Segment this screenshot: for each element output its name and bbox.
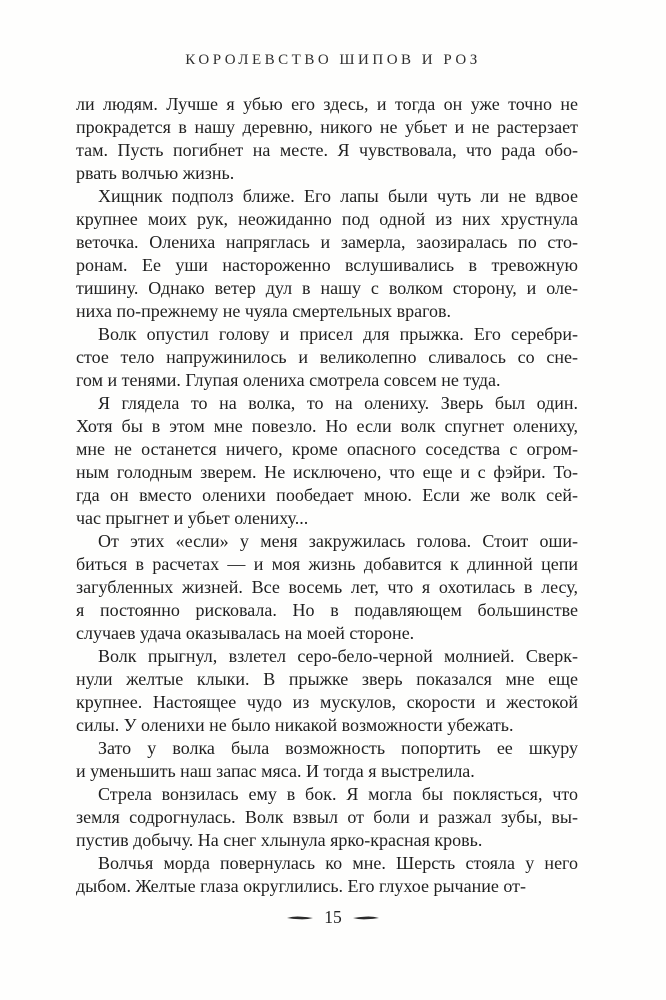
text-line: ным голодным зверем. Не исключено, что еще и с фэйри. То- <box>76 462 578 482</box>
text-line: силы. У оленихи не было никакой возможности убежать. <box>76 715 514 735</box>
paragraph <box>76 783 578 852</box>
text-line: земля содрогнулась. Волк взвыл от боли и разжал зубы, вы- <box>76 807 578 827</box>
text-block <box>76 93 578 898</box>
text-line: стое тело напружинилось и великолепно сливалось со сне- <box>76 347 578 367</box>
text-line: рвать волчью жизнь. <box>76 163 235 183</box>
text-line: веточка. Олениха напряглась и замерла, заозиралась по сто- <box>76 232 578 252</box>
text-line: Хищник подполз ближе. Его лапы были чуть ли не вдвое <box>98 186 578 206</box>
paragraph <box>76 530 578 645</box>
text-line: Волк прыгнул, взлетел серо-бело-черной молнией. Сверк- <box>98 646 578 666</box>
running-header: КОРОЛЕВСТВО ШИПОВ И РОЗ <box>185 52 481 68</box>
text-line: загубленных жизней. Все восемь лет, что я охотилась в лесу, <box>76 577 578 597</box>
text-line: Я глядела то на волка, то на олениху. Зверь был один. <box>98 393 578 413</box>
text-line: ронам. Ее уши настороженно вслушивались в тревожную <box>76 255 578 275</box>
paragraph <box>76 852 578 898</box>
text-line: Хотя бы в этом мне повезло. Но если волк спугнет олениху, <box>76 416 578 436</box>
paragraph <box>76 185 578 323</box>
paragraph <box>76 737 578 783</box>
text-line: дыбом. Желтые глаза округлились. Его глухое рычание от- <box>76 876 526 896</box>
text-line: ли людям. Лучше я убью его здесь, и тогда он уже точно не <box>76 94 578 114</box>
text-line: мне не останется ничего, кроме опасного соседства с огром- <box>76 439 578 459</box>
text-line: прокрадется в нашу деревню, никого не убьет и не растерзает <box>76 117 578 137</box>
text-line: крупнее. Настоящее чудо из мускулов, скорости и жестокой <box>76 692 578 712</box>
text-line: я постоянно рисковала. Но в подавляющем большинстве <box>76 600 578 620</box>
page-footer <box>0 906 666 930</box>
text-line: Стрела вонзилась ему в бок. Я могла бы поклясться, что <box>98 784 578 804</box>
text-line: Волк опустил голову и присел для прыжка. Его серебри- <box>98 324 578 344</box>
tapered-dash-left-icon <box>287 914 313 922</box>
paragraph <box>76 323 578 392</box>
text-line: Волчья морда повернулась ко мне. Шерсть стояла у него <box>98 853 578 873</box>
paragraph <box>76 645 578 737</box>
text-line: случаев удача оказывалась на моей стороне. <box>76 623 415 643</box>
text-line: там. Пусть погибнет на месте. Я чувствовала, что рада обо- <box>76 140 578 160</box>
text-line: тишину. Однако ветер дул в нашу с волком сторону, и оле- <box>76 278 578 298</box>
text-line: крупнее моих рук, неожиданно под одной из них хрустнула <box>76 209 578 229</box>
paragraph <box>76 93 578 185</box>
text-line: ниха по-прежнему не чуяла смертельных врагов. <box>76 301 452 321</box>
text-line: гда он вместо оленихи пообедает мною. Если же волк сей- <box>76 485 578 505</box>
text-line: час прыгнет и убьет олениху... <box>76 508 309 528</box>
text-line: пустив добычу. На снег хлынула ярко-красная кровь. <box>76 830 483 850</box>
text-line: От этих «если» у меня закружилась голова. Стоит оши- <box>98 531 578 551</box>
text-line: и уменьшить наш запас мяса. И тогда я выстрелила. <box>76 761 475 781</box>
text-line: Зато у волка была возможность попортить ее шкуру <box>98 738 578 758</box>
page-number: 15 <box>324 907 342 928</box>
text-line: биться в расчетах — и моя жизнь добавится к длинной цепи <box>76 554 578 574</box>
text-line: нули желтые клыки. В прыжке зверь показался мне еще <box>76 669 578 689</box>
text-line: гом и тенями. Глупая олениха смотрела совсем не туда. <box>76 370 501 390</box>
paragraph <box>76 392 578 530</box>
tapered-dash-right-icon <box>353 914 379 922</box>
